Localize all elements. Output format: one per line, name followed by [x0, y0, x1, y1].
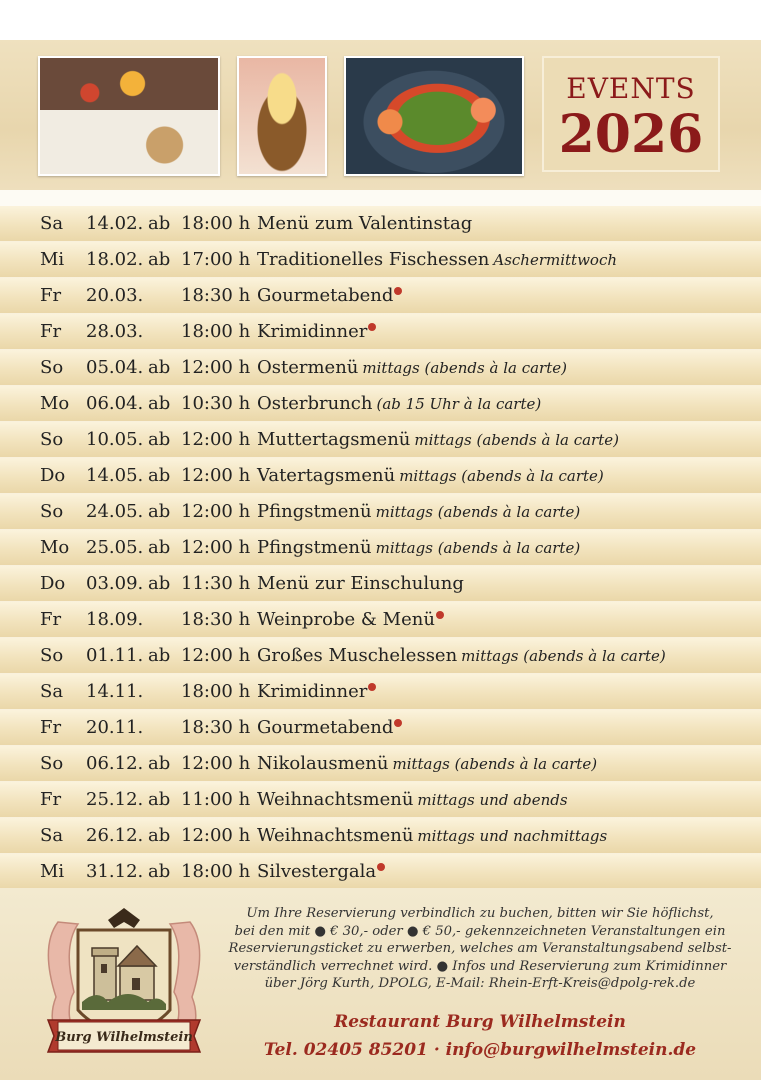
events-title: EVENTS [566, 72, 696, 105]
event-title-cell [257, 645, 666, 666]
event-day: Fr [40, 609, 62, 630]
reservation-line: verständlich verrechnet wird. ● Infos und Reservierung zum Krimidinner [233, 958, 727, 974]
event-note: mittags (abends à la carte) [461, 647, 666, 665]
event-day: Mi [40, 861, 65, 882]
event-title: Krimidinner [257, 321, 368, 342]
event-time: 18:00 h [181, 213, 251, 234]
event-day: Fr [40, 789, 62, 810]
event-day: Mo [40, 393, 70, 414]
event-time: 12:00 h [181, 537, 251, 558]
event-from-label: ab [148, 537, 171, 558]
event-note: Aschermittwoch [493, 251, 618, 269]
event-time: 18:30 h [181, 717, 251, 738]
event-row [0, 854, 761, 890]
ticket-marker-icon [377, 863, 385, 871]
logo-text: Burg Wilhelmstein [55, 1030, 193, 1045]
event-title: Menü zum Valentinstag [257, 213, 473, 234]
event-title: Weinprobe & Menü [257, 609, 435, 630]
event-date: 25.12. [86, 789, 144, 810]
event-time: 11:00 h [181, 789, 251, 810]
event-row [0, 242, 761, 278]
event-title-cell [257, 321, 376, 342]
event-date: 14.11. [86, 681, 144, 702]
event-title: Pfingstmenü [257, 537, 372, 558]
event-date: 10.05. [86, 429, 144, 450]
event-title-cell [257, 393, 541, 414]
event-from-label: ab [148, 645, 171, 666]
event-title-cell [257, 861, 385, 882]
event-row [0, 314, 761, 350]
event-day: So [40, 429, 64, 450]
event-title: Weihnachtsmenü [257, 789, 414, 810]
event-day: Sa [40, 213, 64, 234]
event-date: 20.11. [86, 717, 144, 738]
event-from-label: ab [148, 753, 171, 774]
event-row [0, 494, 761, 530]
event-title-cell [257, 429, 619, 450]
reservation-info [222, 905, 738, 993]
event-from-label: ab [148, 465, 171, 486]
event-title-cell [257, 681, 376, 702]
event-time: 12:00 h [181, 465, 251, 486]
event-title-cell [257, 537, 580, 558]
event-day: Mi [40, 249, 65, 270]
event-title: Weihnachtsmenü [257, 825, 414, 846]
ticket-marker-icon [436, 611, 444, 619]
event-title-cell [257, 501, 580, 522]
event-date: 03.09. [86, 573, 144, 594]
event-day: So [40, 645, 64, 666]
photo-table-setting [38, 56, 220, 176]
event-title: Traditionelles Fischessen [257, 249, 490, 270]
event-date: 18.09. [86, 609, 144, 630]
event-date: 25.05. [86, 537, 144, 558]
event-title-cell [257, 285, 402, 306]
event-note: mittags (abends à la carte) [362, 359, 567, 377]
ticket-marker-icon [368, 683, 376, 691]
event-row [0, 530, 761, 566]
event-time: 12:00 h [181, 429, 251, 450]
photo-dessert [237, 56, 327, 176]
event-title: Gourmetabend [257, 285, 394, 306]
event-time: 12:00 h [181, 645, 251, 666]
event-time: 18:00 h [181, 861, 251, 882]
event-title: Nikolausmenü [257, 753, 389, 774]
event-from-label: ab [148, 249, 171, 270]
event-day: Mo [40, 537, 70, 558]
event-date: 26.12. [86, 825, 144, 846]
event-row [0, 782, 761, 818]
events-year: 2026 [558, 104, 704, 165]
event-title: Pfingstmenü [257, 501, 372, 522]
event-title: Krimidinner [257, 681, 368, 702]
event-from-label: ab [148, 357, 171, 378]
ticket-marker-icon [394, 719, 402, 727]
event-note: mittags und nachmittags [417, 827, 608, 845]
event-time: 18:30 h [181, 285, 251, 306]
top-margin [0, 0, 761, 40]
event-title: Silvestergala [257, 861, 377, 882]
event-time: 12:00 h [181, 825, 251, 846]
event-title: Menü zur Einschulung [257, 573, 464, 594]
event-note: mittags (abends à la carte) [392, 755, 598, 773]
event-note: mittags (abends à la carte) [399, 467, 604, 485]
event-date: 24.05. [86, 501, 144, 522]
event-row [0, 710, 761, 746]
event-from-label: ab [148, 429, 171, 450]
event-title: Vatertagsmenü [257, 465, 396, 486]
event-row [0, 386, 761, 422]
event-note: (ab 15 Uhr à la carte) [376, 395, 542, 413]
event-row [0, 458, 761, 494]
events-title-box [542, 56, 720, 172]
event-day: Fr [40, 321, 62, 342]
event-day: So [40, 357, 64, 378]
event-note: mittags und abends [417, 791, 568, 809]
event-time: 12:00 h [181, 753, 251, 774]
event-time: 18:00 h [181, 681, 251, 702]
event-date: 06.12. [86, 753, 144, 774]
event-date: 14.05. [86, 465, 144, 486]
event-time: 11:30 h [181, 573, 251, 594]
contact-info: Tel. 02405 85201 · info@burgwilhelmstein.de [263, 1040, 697, 1060]
event-title-cell [257, 465, 604, 486]
event-title-cell [257, 573, 464, 594]
event-title-cell [257, 789, 568, 810]
event-row [0, 422, 761, 458]
event-from-label: ab [148, 825, 171, 846]
photo-salad-dish [344, 56, 524, 176]
event-row [0, 746, 761, 782]
event-day: So [40, 753, 64, 774]
event-note: mittags (abends à la carte) [375, 539, 581, 557]
event-from-label: ab [148, 393, 171, 414]
event-title-cell [257, 357, 567, 378]
event-note: mittags (abends à la carte) [414, 431, 619, 449]
event-title: Großes Muschelessen [257, 645, 458, 666]
event-title-cell [257, 717, 402, 738]
ticket-marker-icon [394, 287, 402, 295]
burg-wilhelmstein-logo [38, 902, 210, 1062]
event-title: Ostermenü [257, 357, 359, 378]
event-row [0, 674, 761, 710]
event-title-cell [257, 213, 472, 234]
event-from-label: ab [148, 573, 171, 594]
event-row [0, 602, 761, 638]
event-row [0, 278, 761, 314]
event-day: Sa [40, 681, 64, 702]
event-date: 01.11. [86, 645, 144, 666]
event-list [0, 206, 761, 890]
event-date: 28.03. [86, 321, 144, 342]
event-from-label: ab [148, 861, 171, 882]
event-from-label: ab [148, 501, 171, 522]
event-title: Muttertagsmenü [257, 429, 411, 450]
event-day: Sa [40, 825, 64, 846]
event-title-cell [257, 753, 597, 774]
event-time: 10:30 h [181, 393, 251, 414]
event-time: 12:00 h [181, 501, 251, 522]
event-title: Osterbrunch [257, 393, 373, 414]
event-day: Fr [40, 717, 62, 738]
event-date: 18.02. [86, 249, 144, 270]
ticket-marker-icon [368, 323, 376, 331]
reservation-line: Um Ihre Reservierung verbindlich zu buchen, bitten wir Sie höflichst, [246, 906, 714, 921]
event-row [0, 206, 761, 242]
event-time: 12:00 h [181, 357, 251, 378]
event-day: So [40, 501, 64, 522]
restaurant-name: Restaurant Burg Wilhelmstein [334, 1012, 626, 1032]
reservation-line: Reservierungsticket zu erwerben, welches am Veranstaltungsabend selbst- [228, 941, 732, 956]
event-row [0, 350, 761, 386]
reservation-line: bei den mit ● € 30,- oder ● € 50,- gekennzeichneten Veranstaltungen ein [234, 923, 726, 939]
event-day: Fr [40, 285, 62, 306]
event-date: 31.12. [86, 861, 144, 882]
event-time: 18:00 h [181, 321, 251, 342]
event-from-label: ab [148, 789, 171, 810]
event-title-cell [257, 249, 617, 270]
reservation-line: über Jörg Kurth, DPOLG, E-Mail: Rhein-Erft-Kreis@dpolg-rek.de [264, 976, 696, 991]
event-title: Gourmetabend [257, 717, 394, 738]
event-time: 17:00 h [181, 249, 251, 270]
event-title-cell [257, 609, 444, 630]
event-row [0, 566, 761, 602]
event-row [0, 638, 761, 674]
event-date: 14.02. [86, 213, 144, 234]
event-day: Do [40, 465, 66, 486]
event-title-cell [257, 825, 607, 846]
event-from-label: ab [148, 213, 171, 234]
event-date: 06.04. [86, 393, 144, 414]
event-day: Do [40, 573, 66, 594]
event-row [0, 818, 761, 854]
event-date: 05.04. [86, 357, 144, 378]
event-time: 18:30 h [181, 609, 251, 630]
event-date: 20.03. [86, 285, 144, 306]
event-note: mittags (abends à la carte) [375, 503, 581, 521]
